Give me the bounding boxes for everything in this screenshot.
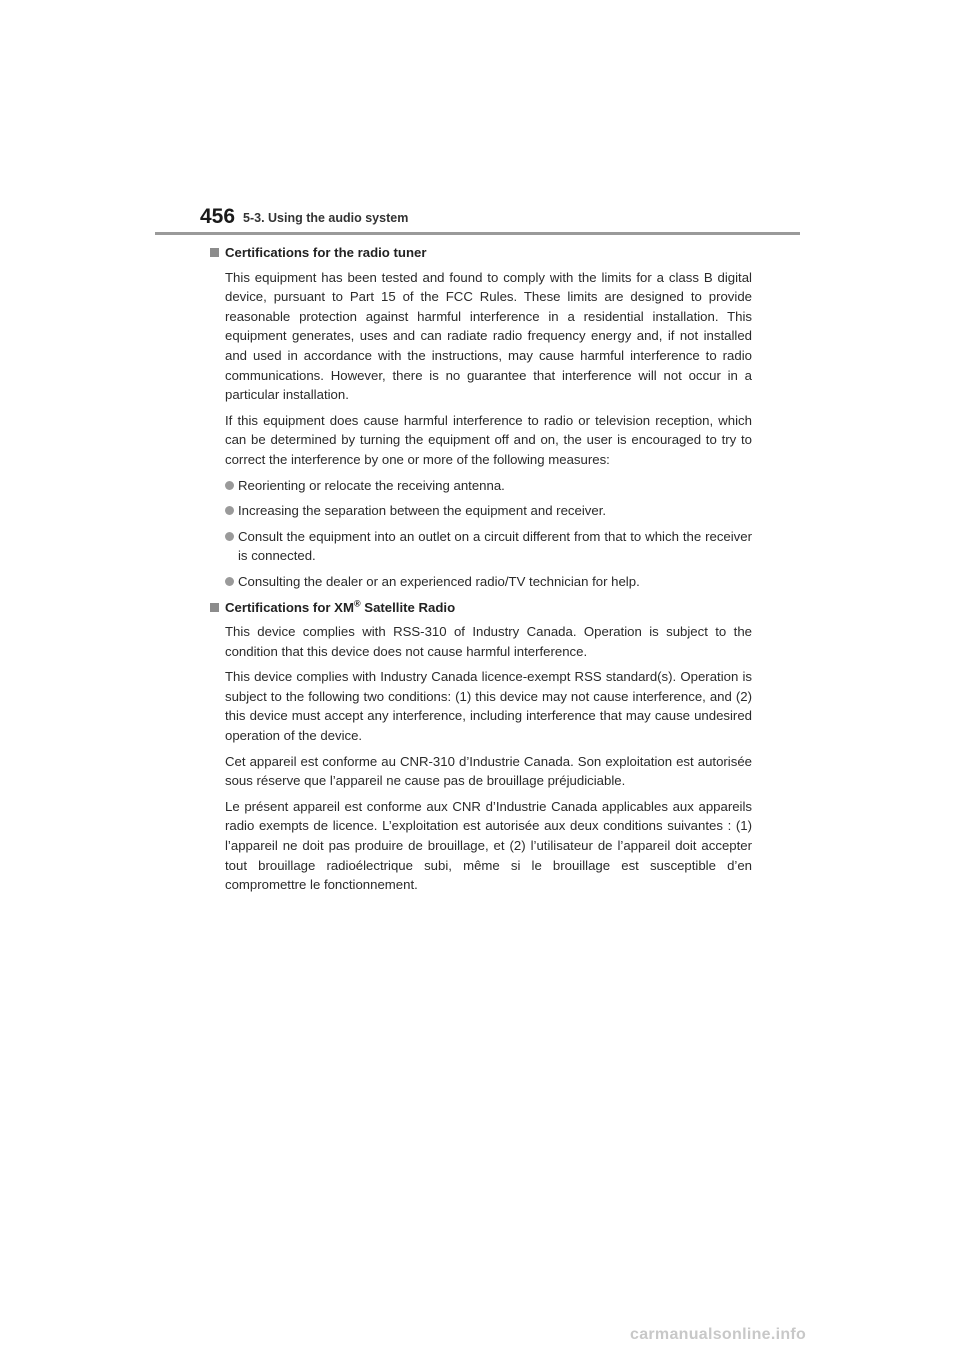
section-heading-text-suffix: Satellite Radio [360, 599, 456, 615]
section-heading-xm-satellite [210, 598, 752, 618]
paragraph: This device complies with RSS-310 of Industry Canada. Operation is subject to the condition that this device does not cause harmful interference. [225, 624, 752, 659]
section-heading-radio-tuner [210, 243, 752, 263]
list-item-text: Reorienting or relocate the receiving antenna. [238, 477, 505, 493]
circle-bullet-icon [225, 577, 234, 586]
page-content [210, 243, 752, 901]
page-header [200, 204, 800, 234]
paragraph: Cet appareil est conforme au CNR-310 d’Industrie Canada. Son exploitation est autorisée sous réserve que l’appareil ne cause pas de brouillage préjudiciable. [225, 753, 752, 789]
square-bullet-icon [210, 603, 219, 612]
section-heading-text-prefix: Certifications for XM [225, 599, 354, 615]
paragraph: If this equipment does cause harmful interference to radio or television reception, which can be determined by turning the equipment off and on, the user is encouraged to try to correct the interference by one or more of the following measures: [225, 412, 752, 467]
list-item [210, 476, 752, 496]
paragraph: This equipment has been tested and found to comply with the limits for a class B digital device, pursuant to Part 15 of the FCC Rules. These limits are designed to provide reasonable protection against harmful interference in a residential installation. This equipment generates, uses and can radiate radio frequency energy and, if not installed and used in accordance with the instructions, may cause harmful interference to radio communications. However, there is no guarantee that interference will not occur in a particular installation. [225, 269, 752, 403]
section-heading-text: Certifications for the radio tuner [225, 245, 427, 260]
square-bullet-icon [210, 248, 219, 257]
circle-bullet-icon [225, 532, 234, 541]
list-item [210, 501, 752, 521]
list-item-text: Increasing the separation between the equipment and receiver. [238, 503, 607, 519]
list-item [210, 527, 752, 566]
circle-bullet-icon [225, 481, 234, 490]
paragraph: Le présent appareil est conforme aux CNR d’Industrie Canada applicables aux appareils radio exempts de licence. L’exploitation est autorisée aux deux conditions suivantes : (1) l’appareil ne doit pas produire de brouillage, et (2) l’utilisateur de l’appareil doit accepter tout brouillage radioélectrique subi, même si le brouillage est susceptible d’en compromettre le fonctionnement. [225, 798, 752, 893]
watermark-text: carmanualsonline.info [630, 1326, 807, 1343]
page-number: 456 [200, 205, 236, 228]
header-rule [155, 232, 800, 235]
section-title: 5-3. Using the audio system [243, 211, 409, 225]
circle-bullet-icon [225, 506, 234, 515]
list-item-text: Consult the equipment into an outlet on a circuit different from that to which the receiver is connected. [238, 528, 752, 564]
list-item-text: Consulting the dealer or an experienced radio/TV technician for help. [238, 573, 640, 589]
registered-mark: ® [353, 598, 361, 609]
paragraph: This device complies with Industry Canada licence-exempt RSS standard(s). Operation is subject to the following two conditions: (1) this device may not cause interference, and (2) this device must accept any interference, including interference that may cause undesired operation of the device. [225, 669, 752, 744]
list-item [210, 572, 752, 592]
